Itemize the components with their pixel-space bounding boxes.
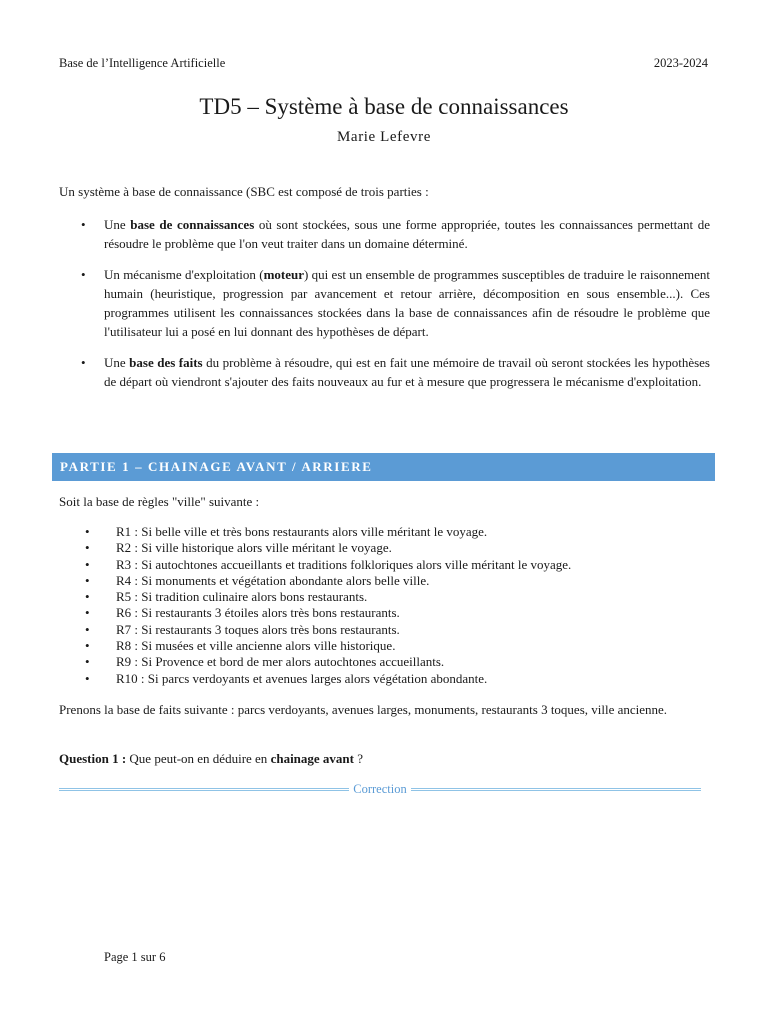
document-author: Marie Lefevre bbox=[337, 129, 431, 145]
bullet-icon: • bbox=[81, 267, 86, 282]
bold-term: base des faits bbox=[129, 355, 203, 370]
facts-paragraph: Prenons la base de faits suivante : parcs verdoyants, avenues larges, monuments, restaurants 3 toques, ville ancienne. bbox=[59, 702, 668, 717]
bold-term: chainage avant bbox=[270, 751, 354, 766]
rule-item: • R6 : Si restaurants 3 étoiles alors très bons restaurants. bbox=[85, 605, 400, 621]
header-course-title: Base de l’Intelligence Artificielle bbox=[59, 56, 226, 70]
correction-label: Correction bbox=[353, 782, 407, 796]
bullet-icon: • bbox=[85, 540, 90, 556]
bullet-icon: • bbox=[81, 217, 86, 232]
question-label: Question 1 : bbox=[59, 751, 127, 766]
rule-item: • R3 : Si autochtones accueillants et traditions folkloriques alors ville méritant le voyage. bbox=[85, 556, 572, 572]
section-heading-partie-1: PARTIE 1 – CHAINAGE AVANT / ARRIERE bbox=[52, 453, 715, 481]
rule-item: • R9 : Si Provence et bord de mer alors autochtones accueillants. bbox=[85, 654, 445, 670]
bullet-icon: • bbox=[85, 638, 90, 654]
bullet-icon: • bbox=[81, 355, 86, 370]
page-number: Page 1 sur 6 bbox=[104, 950, 166, 964]
list-item: • Un mécanisme d'exploitation (moteur) qui est un ensemble de programmes susceptibles de traduire le raisonnement humain (heuristique, progression par avancement et retour arrière, décomposition en sous ensemble...). Ces programmes utilisent les connaissances stockées dans la base de connaissances afin de résoudre le problème que l'utilisateur lui a posé en lui donnant des hypothèses de départ. bbox=[81, 267, 711, 339]
bullet-icon: • bbox=[85, 589, 90, 605]
rule-item: • R5 : Si tradition culinaire alors bons restaurants. bbox=[85, 589, 368, 605]
intro-paragraph: Un système à base de connaissance (SBC est composé de trois parties : bbox=[59, 184, 429, 199]
rules-intro: Soit la base de règles "ville" suivante : bbox=[59, 494, 260, 509]
rule-item: • R8 : Si musées et ville ancienne alors ville historique. bbox=[85, 638, 396, 654]
rules-list bbox=[59, 524, 571, 687]
bullet-icon: • bbox=[85, 605, 90, 621]
bullet-icon: • bbox=[85, 670, 90, 686]
rule-item: • R7 : Si restaurants 3 toques alors très bons restaurants. bbox=[85, 621, 400, 637]
rule-item: • R1 : Si belle ville et très bons restaurants alors ville méritant le voyage. bbox=[85, 524, 488, 539]
header-year: 2023-2024 bbox=[653, 56, 708, 70]
separator-line-left bbox=[59, 788, 349, 791]
separator-line-right bbox=[411, 788, 701, 791]
rule-item: • R4 : Si monuments et végétation abondante alors belle ville. bbox=[85, 572, 430, 588]
bullet-icon: • bbox=[85, 621, 90, 637]
bullet-icon: • bbox=[85, 654, 90, 670]
list-item: • Une base des faits du problème à résoudre, qui est en fait une mémoire de travail où seront stockées les hypothèses de départ où viendront s'ajouter des faits nouveaux au fur et à mesure que progressera le mécanisme d'exploitation. bbox=[81, 355, 710, 389]
document-title: TD5 – Système à base de connaissances bbox=[199, 94, 569, 119]
question-1: Question 1 : Que peut-on en déduire en chainage avant ? bbox=[59, 751, 364, 766]
bold-term: moteur bbox=[263, 267, 304, 282]
bullet-icon: • bbox=[85, 524, 90, 539]
rule-item: • R2 : Si ville historique alors ville méritant le voyage. bbox=[85, 540, 392, 556]
bullet-icon: • bbox=[85, 556, 90, 572]
bullet-icon: • bbox=[85, 572, 90, 588]
rule-item: • R10 : Si parcs verdoyants et avenues larges alors végétation abondante. bbox=[85, 670, 488, 686]
sbc-parts-list bbox=[59, 215, 710, 403]
correction-separator bbox=[59, 782, 701, 797]
list-item: • Une base de connaissances où sont stockées, sous une forme appropriée, toutes les connaissances permettant de résoudre le problème que l'on veut traiter dans un domaine déterminé. bbox=[81, 217, 710, 251]
bold-term: base de connaissances bbox=[130, 217, 255, 232]
